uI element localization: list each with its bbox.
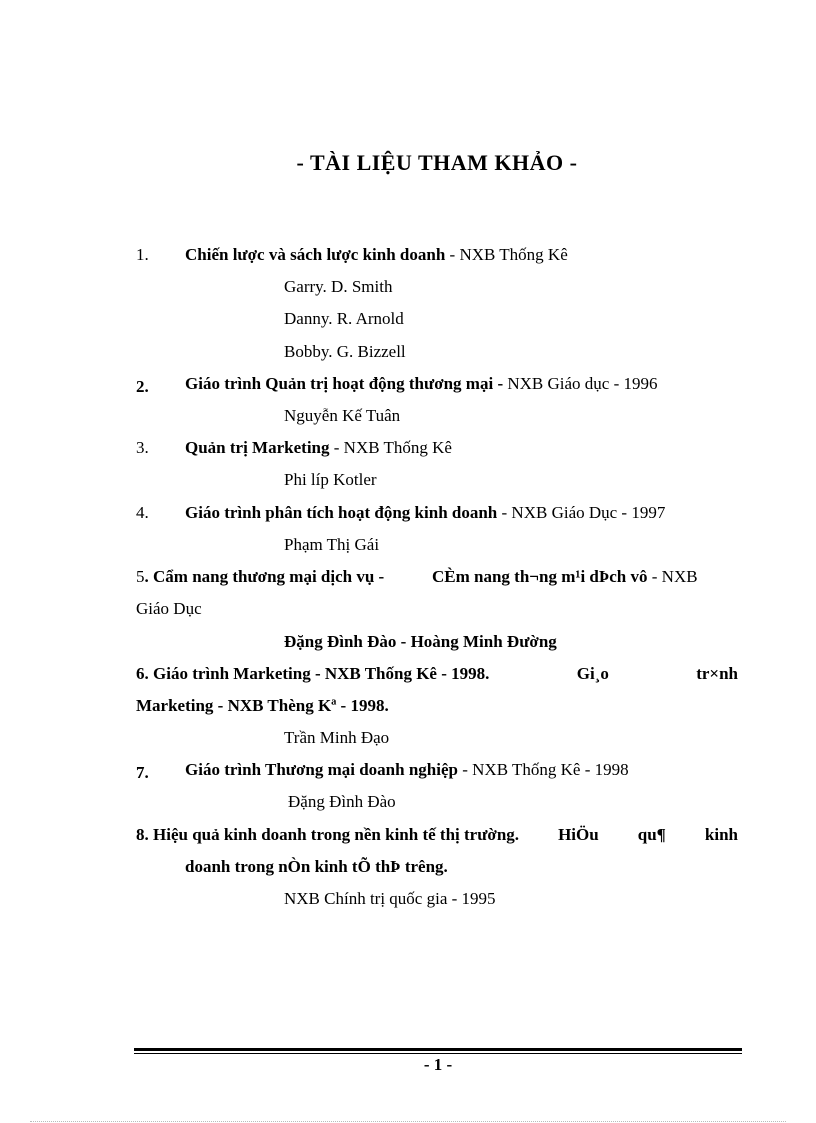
ref-7-number: 7. (136, 763, 149, 782)
ref-2-number: 2. (136, 377, 149, 396)
ref-5-number: 5 (136, 567, 145, 586)
page-number: - 1 - (423, 1055, 453, 1074)
ref-4-author: Phạm Thị Gái (284, 535, 380, 554)
ref-6-title: 6. Giáo trình Marketing - NXB Thống Kê - 1998. (136, 664, 490, 683)
ref-2-entry (185, 373, 658, 395)
ref-6-garbled-word: Gi¸o (576, 664, 609, 683)
ref-6-line-1 (136, 663, 738, 685)
page-title: - TÀI LIỆU THAM KHẢO - (296, 150, 578, 175)
ref-5-garbled-title: CÈm nang th¬ng m¹i dÞch vô (432, 567, 648, 586)
ref-8-garbled-word: kinh (704, 825, 738, 844)
ref-6-garbled-word: tr×nh (696, 664, 738, 683)
ref-5-publisher-cont: Giáo Dục (136, 599, 202, 618)
ref-1-author: Bobby. G. Bizzell (284, 342, 406, 361)
ref-4-number: 4. (136, 503, 149, 522)
ref-3-author: Phi líp Kotler (284, 470, 377, 489)
ref-8-garbled-word: qu¶ (637, 825, 666, 844)
ref-8-garbled-word: HiÖu (558, 825, 599, 844)
ref-3-number: 3. (136, 438, 149, 457)
ref-8-line-2: doanh trong nÒn kinh tÕ thÞ trêng. (185, 857, 448, 876)
ref-1-author: Garry. D. Smith (284, 277, 393, 296)
ref-2-publisher: NXB Giáo dục - 1996 (503, 374, 658, 393)
ref-5-line-1 (136, 566, 384, 588)
footer-rule-thick (134, 1048, 742, 1051)
page-boundary (30, 1121, 786, 1122)
ref-4-title: Giáo trình phân tích hoạt động kinh doanh (185, 503, 498, 522)
ref-7-title: Giáo trình Thương mại doanh nghiệp (185, 760, 458, 779)
ref-1-publisher: - NXB Thống Kê (445, 245, 568, 264)
ref-2-author: Nguyễn Kế Tuân (284, 406, 401, 425)
ref-3-entry (185, 437, 452, 459)
ref-6-line-2: Marketing - NXB Thèng Kª - 1998. (136, 696, 389, 715)
ref-8-line-1 (136, 824, 738, 846)
ref-4-publisher: - NXB Giáo Dục - 1997 (497, 503, 666, 522)
ref-5-author: Đặng Đình Đào - Hoàng Minh Đường (284, 632, 557, 651)
ref-4-entry (185, 502, 665, 524)
ref-5-line-1-cont (432, 566, 698, 588)
ref-3-publisher: - NXB Thống Kê (329, 438, 452, 457)
ref-7-author: Đặng Đình Đào (288, 792, 396, 811)
ref-1-entry (185, 244, 568, 266)
ref-2-title: Giáo trình Quản trị hoạt động thương mại - (185, 374, 504, 393)
ref-6-author: Trần Minh Đạo (284, 728, 390, 747)
ref-3-title: Quản trị Marketing (185, 438, 330, 457)
ref-8-publisher: NXB Chính trị quốc gia - 1995 (284, 889, 496, 908)
ref-7-publisher: - NXB Thống Kê - 1998 (457, 760, 629, 779)
ref-1-number: 1. (136, 245, 149, 264)
ref-7-entry (185, 759, 629, 781)
ref-1-title: Chiến lược và sách lược kinh doanh (185, 245, 446, 264)
ref-1-author: Danny. R. Arnold (284, 309, 404, 328)
ref-5-publisher: - NXB (647, 567, 698, 586)
ref-5-title: . Cẩm nang thương mại dịch vụ - (144, 567, 385, 586)
ref-8-title: 8. Hiệu quả kinh doanh trong nền kinh tế thị trường. (136, 825, 520, 844)
